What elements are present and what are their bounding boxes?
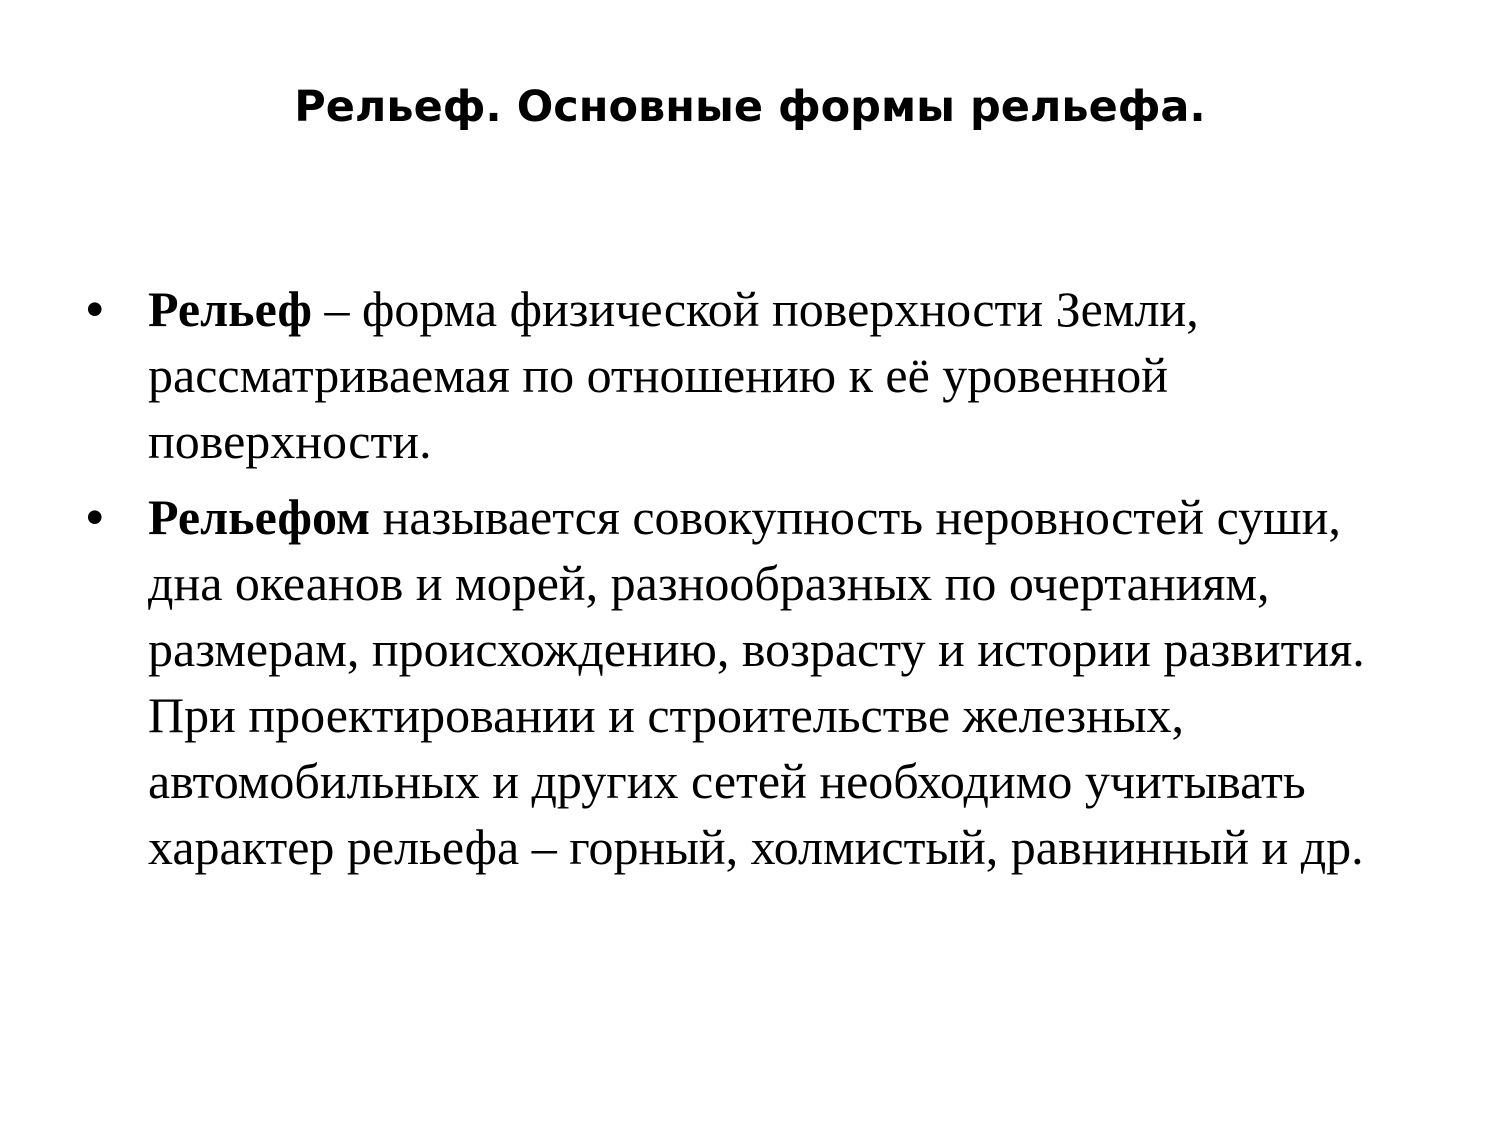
bullet-term: Рельеф xyxy=(148,281,312,337)
bullet-icon: • xyxy=(86,489,104,545)
slide-title: Рельеф. Основные формы рельефа. xyxy=(294,82,1206,132)
bullet-list xyxy=(86,276,1386,890)
bullet-text: – форма физической поверхности Земли, рассматриваемая по отношению к её уровенной поверхности. xyxy=(148,281,1199,469)
bullet-item-relief-description xyxy=(86,484,1386,880)
bullet-text: называется совокупность неровностей суши, дна океанов и морей, разнообразных по очертаниям, размерам, происхождению, возрасту и истории развития. При проектировании и строительстве железных, автомобильных и других сетей необходимо учитывать характер рельефа – горный, холмистый, равнинный и др. xyxy=(148,489,1365,875)
bullet-item-relief-definition xyxy=(86,276,1386,474)
bullet-term: Рельефом xyxy=(148,489,371,545)
bullet-icon: • xyxy=(86,281,104,337)
